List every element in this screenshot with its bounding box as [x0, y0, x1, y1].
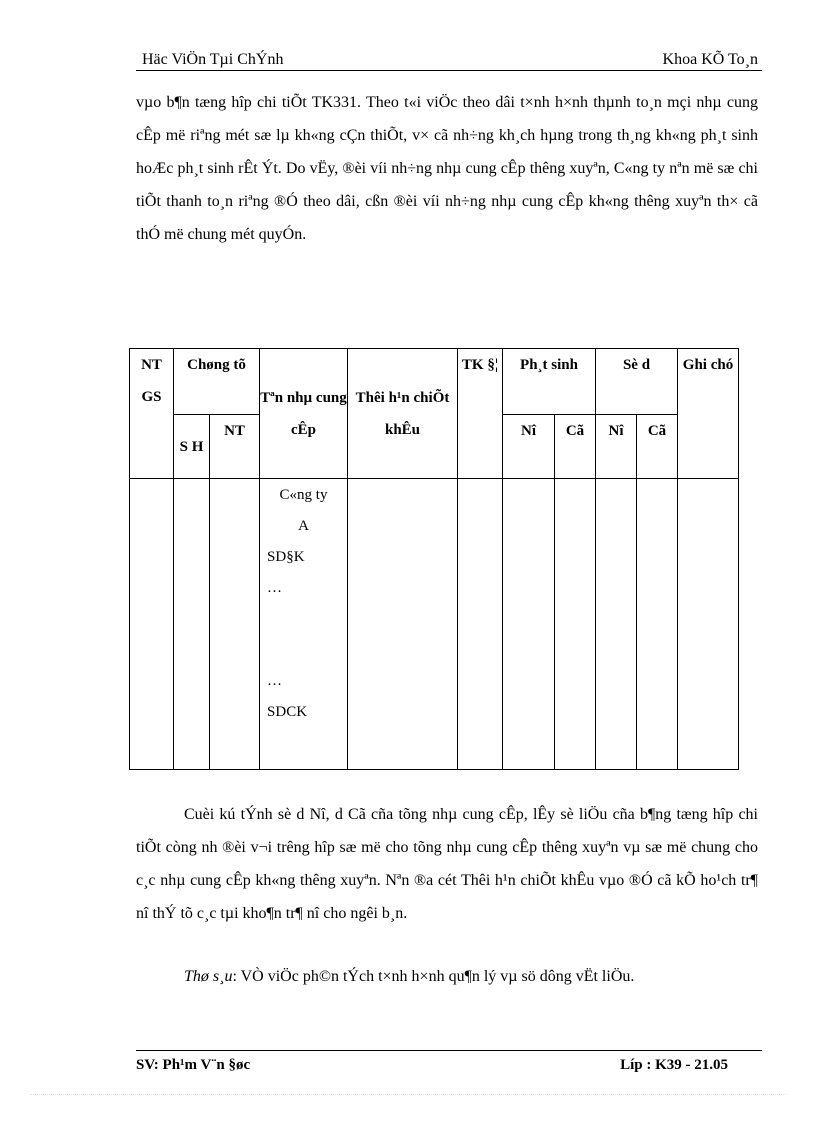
col-header-nt: NT	[210, 415, 260, 479]
col-header-so-du-no: Nî	[596, 415, 637, 479]
page-header	[136, 50, 762, 71]
cell-sd-co	[637, 479, 678, 770]
col-header-phat-sinh: Ph¸t sinh	[503, 349, 596, 415]
paragraph-2: Cuèi kú tÝnh sè d Nî, d Cã cña tõng nhµ cung cÊp, lÊy sè liÖu cña b¶ng tæng hîp chi tiÕt còng nh ®èi v¬i trêng hîp sæ më cho tõng nhµ cung cÊp thêng xuyªn vµ sæ më chung cho c¸c nhµ cung cÊp kh«ng thêng xuyªn. Nªn ®a cét Thêi h¹n chiÕt khÊu vµo ®Ó cã kÕ ho¹ch tr¶ nî thÝ tõ c¸c tµi kho¶n tr¶ nî cho ngêi b¸n.	[136, 806, 758, 922]
cell-ps-co	[555, 479, 596, 770]
cell-ghi-chu	[678, 479, 739, 770]
paragraph-3-label: Thø s¸u	[184, 968, 233, 985]
col-header-so-du: Sè d	[596, 349, 678, 415]
paragraph-1: vµo b¶n tæng hîp chi tiÕt TK331. Theo t«i viÖc theo dâi t×nh h×nh thµnh to¸n mçi nhµ cung cÊp më riªng mét sæ lµ kh«ng cÇn thiÕt, v× cã nh÷ng kh¸ch hµng trong th¸ng kh«ng ph¸t sinh hoÆc ph¸t sinh rÊt Ýt. Do vËy, ®èi víi nh÷ng nhµ cung cÊp thêng xuyªn, C«ng ty nªn më sæ chi tiÕt thanh to¸n riªng ®Ó theo dâi, cßn ®èi víi nh÷ng nhµ cung cÊp kh«ng thêng xuyªn th× cã thÓ më chung mét quyÓn.	[136, 94, 758, 243]
col-header-ntgs: NT GS	[130, 349, 174, 479]
supplier-ledger-table	[129, 348, 739, 770]
col-header-phat-sinh-co: Cã	[555, 415, 596, 479]
header-institution: Häc ViÖn Tµi ChÝnh	[142, 51, 284, 68]
body-line: SDCK	[267, 704, 308, 720]
footer-student: SV: Ph¹m V¨n §øc	[136, 1057, 251, 1073]
col-header-tkdu: TK §¦	[458, 349, 503, 479]
page-footer	[136, 1050, 762, 1079]
col-header-so-du-co: Cã	[637, 415, 678, 479]
cell-ntgs	[130, 479, 174, 770]
body-line: SD§K	[267, 549, 305, 565]
body-line: …	[267, 673, 283, 689]
cell-thoi-han	[348, 479, 458, 770]
col-header-thoi-han: Thêi h¹n chiÕt khÊu	[348, 349, 458, 479]
col-header-phat-sinh-no: Nî	[503, 415, 555, 479]
cell-nt	[210, 479, 260, 770]
paragraph-3-text: : VÒ viÖc ph©n tÝch t×nh h×nh qu¶n lý vµ sö dông vËt liÖu.	[232, 968, 635, 985]
body-line: …	[267, 580, 283, 596]
page-bottom-divider	[30, 1094, 786, 1095]
cell-sd-no	[596, 479, 637, 770]
header-department: Khoa KÕ To¸n	[662, 51, 758, 68]
body-line: A	[298, 518, 309, 534]
cell-tkdu	[458, 479, 503, 770]
body-line: C«ng ty	[279, 487, 328, 503]
paragraph-3	[136, 960, 758, 993]
col-header-ten-ncc: Tªn nhµ cung cÊp	[260, 349, 348, 479]
col-header-chung-tu: Chøng tõ	[174, 349, 260, 415]
cell-ps-no	[503, 479, 555, 770]
col-header-sh: S H	[174, 415, 210, 479]
cell-sh	[174, 479, 210, 770]
footer-class: Líp : K39 - 21.05	[620, 1057, 728, 1073]
cell-ten-ncc	[260, 479, 348, 770]
col-header-ghi-chu: Ghi chó	[678, 349, 739, 479]
